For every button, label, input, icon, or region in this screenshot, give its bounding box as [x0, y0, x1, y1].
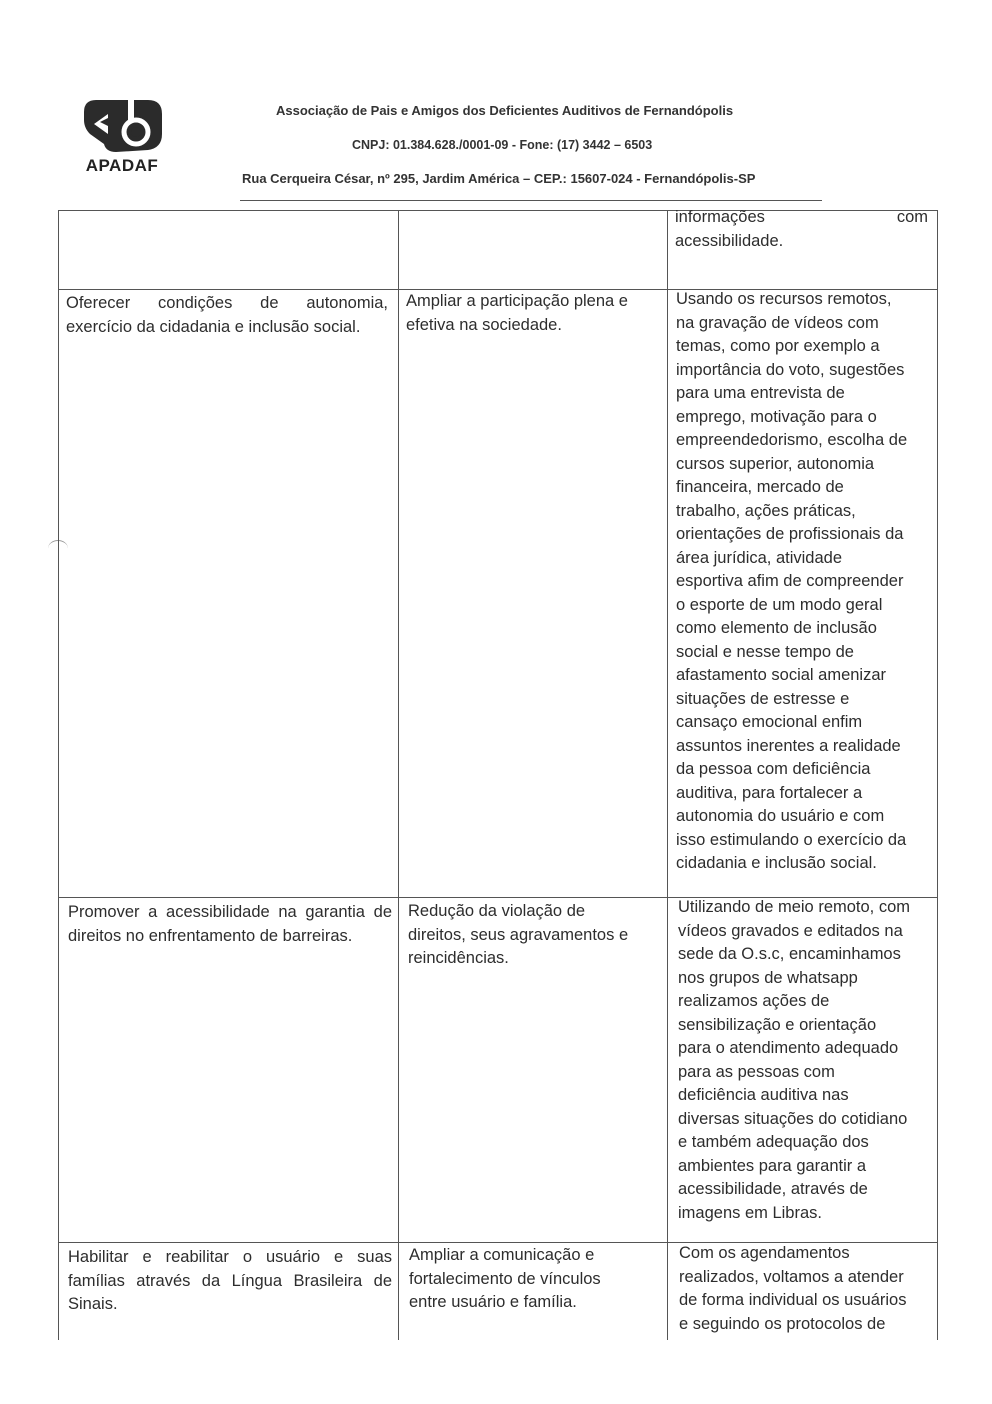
- table-cell-objective: Habilitar e reabilitar o usuário e suas famílias através da Língua Brasileira de Sinais.: [68, 1248, 392, 1313]
- table-cell-action: [675, 206, 928, 253]
- logo-text: APADAF: [85, 156, 159, 175]
- column-divider-1: [398, 210, 399, 1340]
- table-cell-action: Utilizando de meio remoto, com vídeos gravados e editados na sede da O.s.c, encaminhamos nos grupos de whatsapp realizamos ações de sensibilização e orientação para o atendimento adequado para as pessoas com deficiência auditiva nas diversas situações do cotidiano e também adequação dos ambientes para garantir a acessibilidade, através de imagens em Libras.: [678, 898, 911, 1222]
- table-cell-result: Ampliar a comunicação e fortalecimento de vínculos entre usuário e família.: [409, 1246, 601, 1311]
- table-cell-objective: Oferecer condições de autonomia, exercício da cidadania e inclusão social.: [66, 294, 388, 336]
- table-cell-result: Redução da violação de direitos, seus agravamentos e reincidências.: [408, 902, 629, 967]
- table-cell-objective: Promover a acessibilidade na garantia de direitos no enfrentamento de barreiras.: [68, 903, 392, 945]
- action-word: com: [896, 208, 928, 226]
- action-line: acessibilidade.: [675, 231, 784, 250]
- table-border-right: [937, 210, 938, 1340]
- ear-logo-icon: [76, 94, 168, 156]
- activities-table: [58, 210, 942, 1340]
- table-cell-action: Usando os recursos remotos, na gravação de vídeos com temas, como por exemplo a importância do voto, sugestões para uma entrevista de emprego, motivação para o empreendedorismo, escolha de cursos superior, autonomia financeira, mercado de trabalho, ações práticas, orientações de profissionais da área jurídica, atividade esportiva afim de compreender o esporte de um modo geral como elemento de inclusão social e nesse tempo de afastamento social amenizar situações de estresse e cansaço emocional enfim assuntos inerentes a realidade da pessoa com deficiência auditiva, para fortalecer a autonomia do usuário e com isso estimulando o exercício da cidadania e inclusão social.: [676, 290, 908, 872]
- table-cell-result: Ampliar a participação plena e efetiva na sociedade.: [406, 292, 628, 334]
- apadaf-logo: [76, 94, 168, 176]
- table-border-left: [58, 210, 59, 1340]
- action-line: [675, 206, 928, 230]
- header-divider: [240, 200, 822, 201]
- cnpj-phone-line: CNPJ: 01.384.628./0001-09 - Fone: (17) 3442 – 6503: [352, 138, 653, 152]
- address-line: Rua Cerqueira César, nº 295, Jardim América – CEP.: 15607-024 - Fernandópolis-SP: [242, 171, 756, 186]
- column-divider-2: [667, 210, 668, 1340]
- table-cell-action: Com os agendamentos realizados, voltamos a atender de forma individual os usuários e seguindo os protocolos de: [679, 1244, 907, 1333]
- organization-name: Associação de Pais e Amigos dos Deficientes Auditivos de Fernandópolis: [276, 103, 734, 118]
- action-word: informações: [675, 208, 765, 226]
